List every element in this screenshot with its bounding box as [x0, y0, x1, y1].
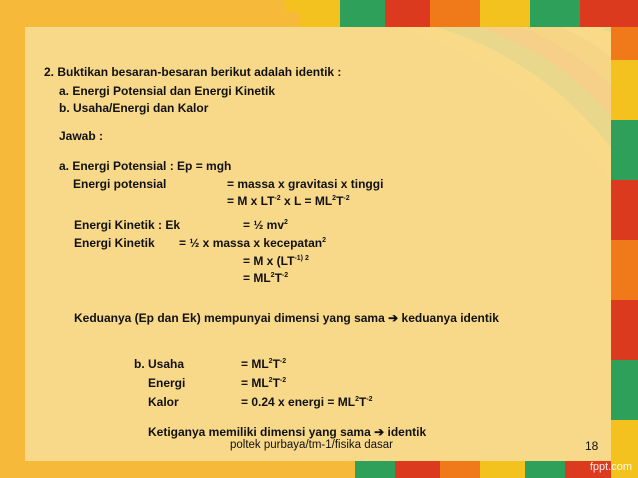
- b-kalor-equation: = 0.24 x energi = $ML^2T^{-2}$: [241, 395, 373, 409]
- b-usaha-equation: = $ML^2T^{-2}$: [241, 357, 287, 371]
- arrow-right-icon: ➔: [374, 425, 385, 439]
- b-energi-label: Energi: [148, 376, 186, 390]
- ek-equation-1: = ½ x massa x kecepatan$^2$: [179, 236, 327, 250]
- arrow-right-icon: ➔: [388, 311, 399, 325]
- conclusion-b: Ketiganya memiliki dimensi yang sama ➔ identik: [148, 425, 427, 439]
- watermark: fppt.com: [589, 461, 632, 473]
- ek-equation-3: = $ML^2T^{-2}$: [243, 271, 289, 285]
- b-usaha-label: b. Usaha: [134, 357, 185, 371]
- question-text: 2. Buktikan besaran-besaran berikut adalah identik :: [44, 65, 342, 79]
- ek-heading-equation: = ½ $mv^2$: [243, 218, 288, 232]
- conclusion-a: Keduanya (Ep dan Ek) mempunyai dimensi yang sama ➔ keduanya identik: [74, 311, 499, 325]
- ep-equation-1: = massa x gravitasi x tinggi: [227, 177, 384, 191]
- ek-equation-2: = M x ($LT^{-1) 2}$: [243, 254, 309, 268]
- item-b-text: b. Usaha/Energi dan Kalor: [59, 101, 209, 115]
- jawab-label: Jawab :: [59, 129, 104, 143]
- ep-label: Energi potensial: [73, 177, 167, 191]
- ek-label: Energi Kinetik: [74, 236, 155, 250]
- item-a-text: a. Energi Potensial dan Energi Kinetik: [59, 84, 276, 98]
- b-kalor-label: Kalor: [148, 395, 179, 409]
- footer-source: poltek purbaya/tm-1/fisika dasar: [230, 439, 393, 451]
- ep-equation-2: = M x $LT^{-2}$ x $L = ML^2T^{-2}$: [227, 194, 350, 208]
- part-a-heading: a. Energi Potensial : Ep = mgh: [59, 159, 232, 173]
- b-energi-equation: = $ML^2T^{-2}$: [241, 376, 287, 390]
- page-number: 18: [585, 439, 599, 453]
- ek-heading-label: Energi Kinetik : Ek: [74, 218, 181, 232]
